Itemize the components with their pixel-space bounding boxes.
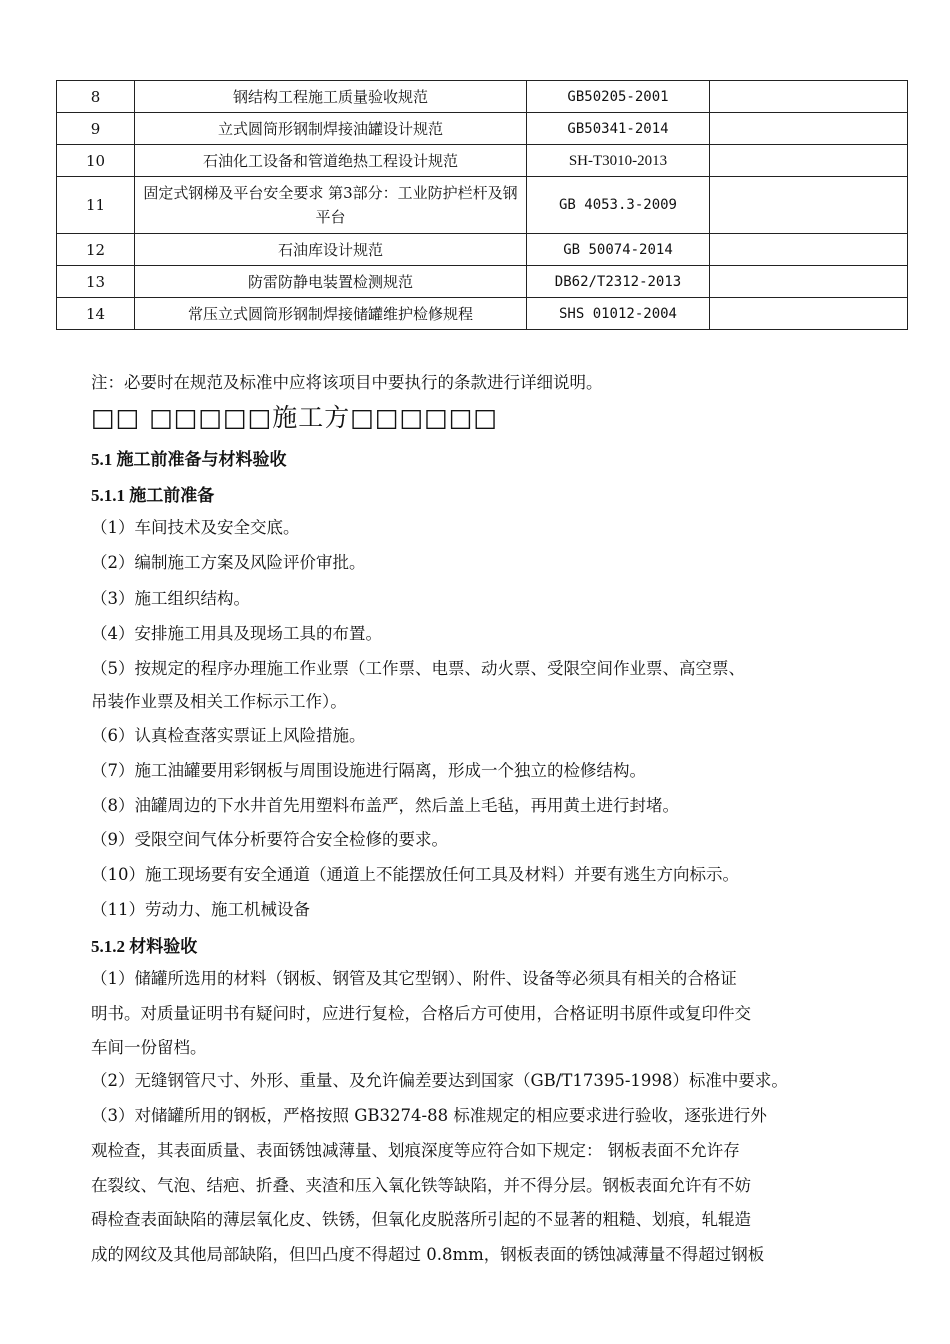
paragraph-line: （1）储罐所选用的材料（钢板、钢管及其它型钢）、附件、设备等必须具有相关的合格证 [91,969,737,988]
row-number: 9 [57,113,135,145]
standard-code: GB50341-2014 [527,113,710,145]
paragraph-line: 成的网纹及其他局部缺陷，但凹凸度不得超过 0.8mm，钢板表面的锈蚀减薄量不得超过钢板 [91,1245,765,1264]
list-item: （9）受限空间气体分析要符合安全检修的要求。 [91,830,448,849]
standard-code: GB 4053.3-2009 [527,177,710,234]
paragraph-line: （2）无缝钢管尺寸、外形、重量、及允许偏差要达到国家（GB/T17395-1998）标准中要求。 [91,1071,788,1090]
list-item-continuation: 吊装作业票及相关工作标示工作）。 [91,692,347,711]
remark-cell [710,234,908,266]
list-item: （8）油罐周边的下水井首先用塑料布盖严，然后盖上毛毡，再用黄土进行封堵。 [91,796,679,815]
standard-name: 防雷防静电装置检测规范 [135,266,527,298]
row-number: 8 [57,81,135,113]
section-heading-5-1: 5.1 施工前准备与材料验收 [91,450,287,469]
paragraph-line: （3）对储罐所用的钢板，严格按照 GB3274-88 标准规定的相应要求进行验收，逐张进行外 [91,1106,767,1125]
remark-cell [710,177,908,234]
standard-code: DB62/T2312-2013 [527,266,710,298]
row-number: 11 [57,177,135,234]
list-item: （11）劳动力、施工机械设备 [91,900,310,919]
standard-name: 石油库设计规范 [135,234,527,266]
table-row [57,113,908,145]
standard-code: SH-T3010-2013 [527,145,710,177]
remark-cell [710,266,908,298]
table-row [57,298,908,330]
standard-name: 立式圆筒形钢制焊接油罐设计规范 [135,113,527,145]
standard-name: 石油化工设备和管道绝热工程设计规范 [135,145,527,177]
list-item: （1）车间技术及安全交底。 [91,518,300,537]
list-item: （2）编制施工方案及风险评价审批。 [91,553,366,572]
standard-name: 钢结构工程施工质量验收规范 [135,81,527,113]
row-number: 13 [57,266,135,298]
remark-cell [710,81,908,113]
standards-table [56,80,908,330]
paragraph-line: 观检查，其表面质量、表面锈蚀减薄量、划痕深度等应符合如下规定： 钢板表面不允许存 [91,1141,740,1160]
paragraph-line: 车间一份留档。 [91,1038,207,1057]
table-row [57,234,908,266]
table-row [57,177,908,234]
note-text: 注：必要时在规范及标准中应将该项目中要执行的条款进行详细说明。 [91,373,603,392]
section-heading-5-1-2: 5.1.2 材料验收 [91,937,198,956]
remark-cell [710,298,908,330]
standard-name: 常压立式圆筒形钢制焊接储罐维护检修规程 [135,298,527,330]
section-heading-5-1-1: 5.1.1 施工前准备 [91,486,215,505]
row-number: 10 [57,145,135,177]
paragraph-line: 在裂纹、气泡、结疤、折叠、夹渣和压入氧化铁等缺陷，并不得分层。钢板表面允许有不妨 [91,1176,751,1195]
standard-code: SHS 01012-2004 [527,298,710,330]
list-item: （4）安排施工用具及现场工具的布置。 [91,624,382,643]
remark-cell [710,113,908,145]
list-item: （10）施工现场要有安全通道（通道上不能摆放任何工具及材料）并要有逃生方向标示。 [91,865,739,884]
list-item: （7）施工油罐要用彩钢板与周围设施进行隔离，形成一个独立的检修结构。 [91,761,646,780]
chapter-heading: □□ □□□□□施工方□□□□□□ [91,403,499,432]
standard-code: GB 50074-2014 [527,234,710,266]
row-number: 14 [57,298,135,330]
table-row [57,145,908,177]
table-row [57,81,908,113]
standard-code: GB50205-2001 [527,81,710,113]
remark-cell [710,145,908,177]
standard-name: 固定式钢梯及平台安全要求 第3部分：工业防护栏杆及钢平台 [135,177,527,234]
paragraph-line: 碍检查表面缺陷的薄层氧化皮、铁锈，但氧化皮脱落所引起的不显著的粗糙、划痕，轧辊造 [91,1210,751,1229]
list-item: （3）施工组织结构。 [91,589,250,608]
list-item: （5）按规定的程序办理施工作业票（工作票、电票、动火票、受限空间作业票、高空票、 [91,659,745,678]
paragraph-line: 明书。对质量证明书有疑问时，应进行复检，合格后方可使用，合格证明书原件或复印件交 [91,1004,751,1023]
row-number: 12 [57,234,135,266]
table-row [57,266,908,298]
list-item: （6）认真检查落实票证上风险措施。 [91,726,366,745]
